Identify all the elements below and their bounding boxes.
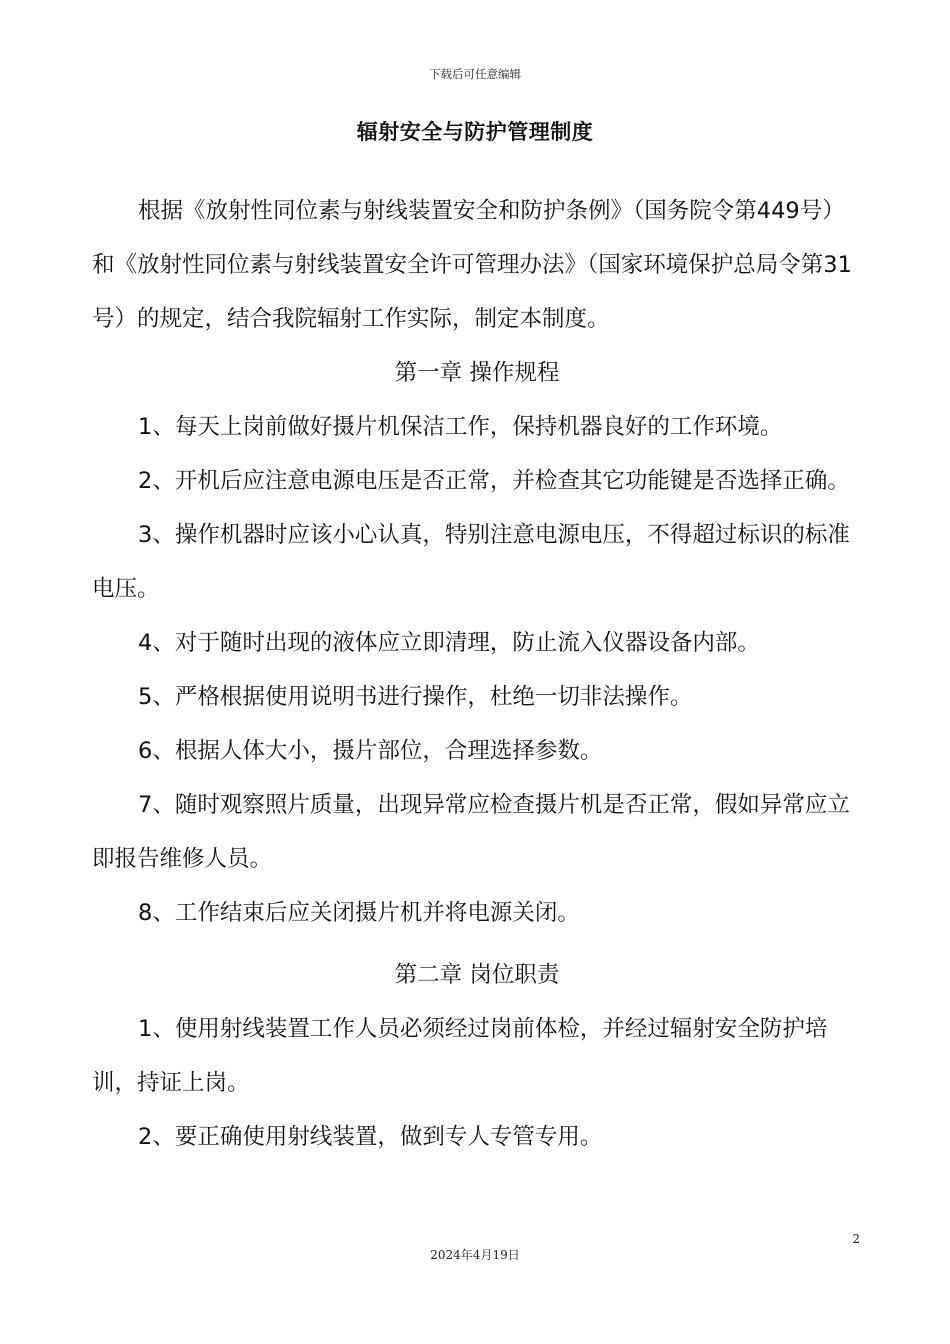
intro-paragraph: 根据《放射性同位素与射线装置安全和防护条例》（国务院令第449号）和《放射性同位素与射线装置安全许可管理办法》（国家环境保护总局令第31号）的规定，结合我院辐射工作实际，制定本制度。 bbox=[92, 198, 852, 332]
chapter-heading: 第二章 岗位职责 bbox=[394, 962, 560, 988]
document-body bbox=[92, 184, 862, 1164]
list-item: 1、使用射线装置工作人员必须经过岗前体检，并经过辐射安全防护培训，持证上岗。 bbox=[92, 1016, 828, 1096]
footer-date: 2024年4月19日 bbox=[430, 1248, 520, 1262]
document-title: 辐射安全与防护管理制度 bbox=[356, 120, 594, 144]
list-item: 1、每天上岗前做好摄片机保洁工作，保持机器良好的工作环境。 bbox=[138, 414, 783, 440]
list-item: 7、随时观察照片质量，出现异常应检查摄片机是否正常，假如异常应立即报告维修人员。 bbox=[92, 792, 850, 872]
list-item: 4、对于随时出现的液体应立即清理，防止流入仪器设备内部。 bbox=[138, 630, 760, 656]
section-gap bbox=[92, 940, 862, 948]
list-item: 2、要正确使用射线装置，做到专人专管专用。 bbox=[138, 1124, 603, 1150]
header-note: 下载后可任意编辑 bbox=[429, 67, 521, 81]
list-item: 8、工作结束后应关闭摄片机并将电源关闭。 bbox=[138, 900, 580, 926]
list-item: 5、严格根据使用说明书进行操作，杜绝一切非法操作。 bbox=[138, 684, 693, 710]
page-number: 2 bbox=[852, 1232, 860, 1246]
list-item: 2、开机后应注意电源电压是否正常，并检查其它功能键是否选择正确。 bbox=[138, 468, 850, 494]
list-item: 3、操作机器时应该小心认真，特别注意电源电压，不得超过标识的标准电压。 bbox=[92, 522, 850, 602]
list-item: 6、根据人体大小，摄片部位，合理选择参数。 bbox=[138, 738, 603, 764]
chapter-heading: 第一章 操作规程 bbox=[394, 360, 560, 386]
